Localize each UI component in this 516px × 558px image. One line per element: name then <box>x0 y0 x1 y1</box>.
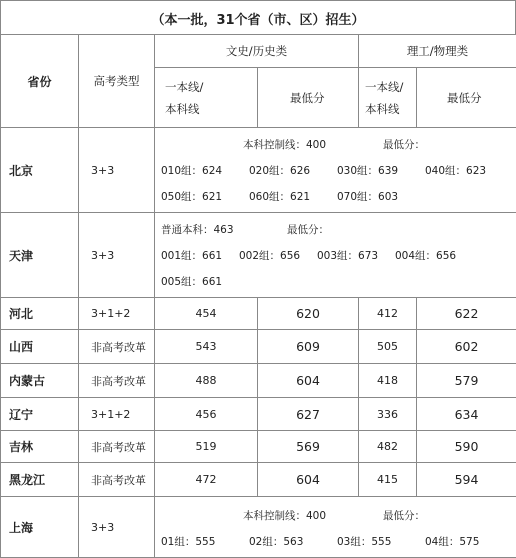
beijing-groups <box>155 128 516 213</box>
sci-line: 418 <box>359 364 417 398</box>
arts-min: 609 <box>258 330 359 364</box>
table-row <box>1 298 516 330</box>
group-score: 001组：661 <box>161 243 239 269</box>
header-province: 省份 <box>1 35 79 128</box>
admission-scores-table <box>0 34 516 558</box>
sci-min: 622 <box>417 298 516 330</box>
arts-min: 604 <box>258 463 359 497</box>
sci-min: 594 <box>417 463 516 497</box>
header-sci-min: 最低分 <box>417 68 516 128</box>
arts-min: 620 <box>258 298 359 330</box>
exam-type: 非高考改革 <box>79 364 155 398</box>
tianjin-groups-row2 <box>161 269 510 295</box>
header-sci-line-b: 本科线 <box>365 98 416 120</box>
province-name: 内蒙古 <box>1 364 79 398</box>
sci-min: 579 <box>417 364 516 398</box>
tianjin-control-line <box>161 217 510 243</box>
province-name: 黑龙江 <box>1 463 79 497</box>
header-sci-line <box>359 68 417 128</box>
shanghai-control-line <box>161 503 510 529</box>
province-name: 天津 <box>1 213 79 298</box>
shanghai-groups <box>155 497 516 558</box>
group-score: 004组：656 <box>395 243 473 269</box>
shanghai-groups-row1 <box>161 529 510 555</box>
group-score: 020组：626 <box>249 158 337 184</box>
table-row <box>1 330 516 364</box>
exam-type: 非高考改革 <box>79 330 155 364</box>
province-name: 辽宁 <box>1 398 79 431</box>
header-science: 理工/物理类 <box>359 35 516 68</box>
arts-min: 569 <box>258 431 359 463</box>
group-score: 010组：624 <box>161 158 249 184</box>
province-name: 北京 <box>1 128 79 213</box>
sci-line: 412 <box>359 298 417 330</box>
control-label: 本科控制线：400 <box>243 503 383 529</box>
sci-min: 634 <box>417 398 516 431</box>
table-row-beijing <box>1 128 516 213</box>
table-row <box>1 431 516 463</box>
table-row-shanghai <box>1 497 516 558</box>
province-name: 上海 <box>1 497 79 558</box>
header-arts-line <box>155 68 258 128</box>
arts-line: 543 <box>155 330 258 364</box>
table-row <box>1 398 516 431</box>
province-name: 山西 <box>1 330 79 364</box>
sci-min: 602 <box>417 330 516 364</box>
arts-line: 488 <box>155 364 258 398</box>
min-label: 最低分： <box>383 503 425 529</box>
exam-type: 3+3 <box>79 128 155 213</box>
header-arts-line-a: 一本线/ <box>165 76 257 98</box>
group-score: 04组：575 <box>425 529 513 555</box>
group-score: 03组：555 <box>337 529 425 555</box>
exam-type: 非高考改革 <box>79 431 155 463</box>
min-label: 最低分： <box>287 217 329 243</box>
table-caption: （本一批，31个省（市、区）招生） <box>0 0 516 35</box>
min-label: 最低分： <box>383 132 425 158</box>
beijing-control-line <box>161 132 510 158</box>
table-row <box>1 364 516 398</box>
sci-line: 336 <box>359 398 417 431</box>
province-name: 河北 <box>1 298 79 330</box>
group-score: 002组：656 <box>239 243 317 269</box>
exam-type: 3+3 <box>79 497 155 558</box>
sci-line: 482 <box>359 431 417 463</box>
province-name: 吉林 <box>1 431 79 463</box>
header-sci-line-a: 一本线/ <box>365 76 416 98</box>
arts-min: 604 <box>258 364 359 398</box>
sci-min: 590 <box>417 431 516 463</box>
control-label: 本科控制线：400 <box>243 132 383 158</box>
group-score: 050组：621 <box>161 184 249 210</box>
exam-type: 3+1+2 <box>79 398 155 431</box>
beijing-groups-row1 <box>161 158 510 184</box>
control-label: 普通本科：463 <box>161 217 287 243</box>
header-arts-line-b: 本科线 <box>165 98 257 120</box>
table-row-tianjin <box>1 213 516 298</box>
group-score: 040组：623 <box>425 158 513 184</box>
beijing-groups-row2 <box>161 184 510 210</box>
header-arts: 文史/历史类 <box>155 35 359 68</box>
exam-type: 非高考改革 <box>79 463 155 497</box>
sci-line: 505 <box>359 330 417 364</box>
exam-type: 3+1+2 <box>79 298 155 330</box>
group-score: 070组：603 <box>337 184 425 210</box>
sci-line: 415 <box>359 463 417 497</box>
header-arts-min: 最低分 <box>258 68 359 128</box>
group-score: 01组：555 <box>161 529 249 555</box>
group-score: 02组：563 <box>249 529 337 555</box>
arts-line: 456 <box>155 398 258 431</box>
arts-line: 454 <box>155 298 258 330</box>
group-score: 030组：639 <box>337 158 425 184</box>
tianjin-groups-row1 <box>161 243 510 269</box>
group-score: 003组：673 <box>317 243 395 269</box>
tianjin-groups <box>155 213 516 298</box>
arts-line: 472 <box>155 463 258 497</box>
header-exam-type: 高考类型 <box>79 35 155 128</box>
group-score: 060组：621 <box>249 184 337 210</box>
arts-line: 519 <box>155 431 258 463</box>
table-row <box>1 463 516 497</box>
arts-min: 627 <box>258 398 359 431</box>
group-score: 005组：661 <box>161 269 239 295</box>
exam-type: 3+3 <box>79 213 155 298</box>
